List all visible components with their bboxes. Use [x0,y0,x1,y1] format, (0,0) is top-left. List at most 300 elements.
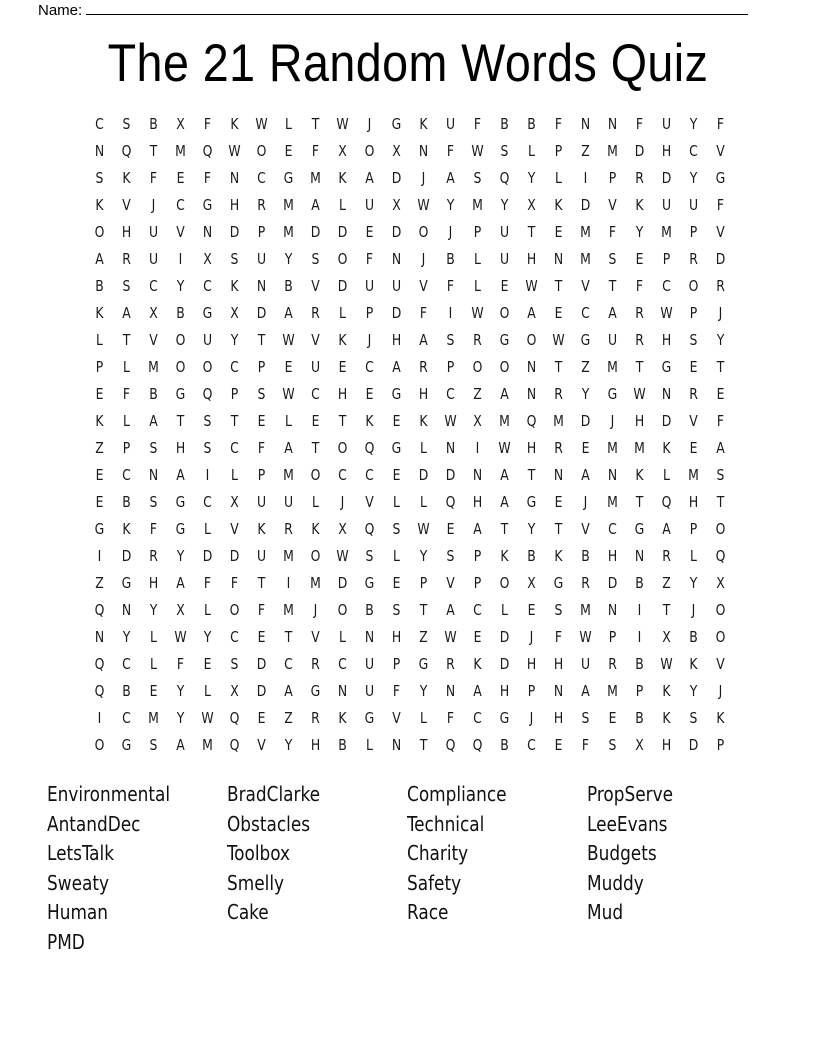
grid-cell[interactable]: F [311,142,320,160]
grid-cell[interactable]: K [122,520,131,538]
grid-cell[interactable]: G [661,358,672,376]
grid-cell[interactable]: B [527,115,536,133]
grid-cell[interactable]: D [337,277,348,295]
grid-cell[interactable]: G [202,196,213,214]
grid-cell[interactable]: K [554,547,563,565]
grid-cell[interactable]: Q [715,547,726,565]
grid-cell[interactable]: O [94,223,105,241]
grid-cell[interactable]: M [607,682,618,700]
grid-cell[interactable]: C [338,466,347,484]
grid-cell[interactable]: I [97,547,102,565]
grid-cell[interactable]: G [364,574,375,592]
grid-cell[interactable]: K [419,412,428,430]
grid-cell[interactable]: W [417,520,430,538]
word-list-item[interactable]: Charity [407,841,469,866]
grid-cell[interactable]: N [607,115,618,133]
word-list-item[interactable]: Muddy [587,870,644,895]
grid-cell[interactable]: P [365,304,374,322]
grid-cell[interactable]: G [607,385,618,403]
grid-cell[interactable]: F [554,628,563,646]
grid-cell[interactable]: R [635,169,644,187]
grid-cell[interactable]: N [553,682,564,700]
grid-cell[interactable]: U [256,493,267,511]
grid-cell[interactable]: O [175,358,186,376]
grid-cell[interactable]: S [95,169,104,187]
grid-cell[interactable]: U [148,223,159,241]
grid-cell[interactable]: M [607,142,618,160]
grid-cell[interactable]: E [581,439,590,457]
grid-cell[interactable]: J [340,493,345,511]
grid-cell[interactable]: L [285,412,292,430]
grid-cell[interactable]: T [554,358,563,376]
grid-cell[interactable]: S [689,709,698,727]
grid-cell[interactable]: Q [526,412,537,430]
grid-cell[interactable]: M [283,196,294,214]
grid-cell[interactable]: N [121,601,132,619]
grid-cell[interactable]: M [607,439,618,457]
grid-cell[interactable]: G [391,385,402,403]
grid-cell[interactable]: B [635,709,644,727]
grid-cell[interactable]: F [446,277,455,295]
grid-cell[interactable]: X [230,682,239,700]
grid-cell[interactable]: V [257,736,266,754]
grid-cell[interactable]: Y [716,331,725,349]
grid-cell[interactable]: A [473,682,482,700]
grid-cell[interactable]: O [229,601,240,619]
grid-cell[interactable]: J [529,628,534,646]
grid-cell[interactable]: A [500,493,509,511]
grid-cell[interactable]: E [608,709,617,727]
grid-cell[interactable]: J [448,223,453,241]
grid-cell[interactable]: D [256,304,267,322]
grid-cell[interactable]: S [689,331,698,349]
grid-cell[interactable]: N [526,358,537,376]
grid-cell[interactable]: P [122,439,131,457]
grid-cell[interactable]: I [637,628,642,646]
word-list-item[interactable]: Smelly [227,870,285,895]
grid-cell[interactable]: O [499,574,510,592]
grid-cell[interactable]: K [662,709,671,727]
grid-cell[interactable]: Y [419,682,428,700]
grid-cell[interactable]: G [364,709,375,727]
grid-cell[interactable]: C [122,466,131,484]
grid-cell[interactable]: R [419,358,428,376]
grid-cell[interactable]: T [419,736,428,754]
grid-cell[interactable]: D [499,628,510,646]
grid-cell[interactable]: H [553,655,564,673]
grid-cell[interactable]: H [526,439,537,457]
grid-cell[interactable]: E [554,493,563,511]
grid-cell[interactable]: L [123,358,130,376]
grid-cell[interactable]: H [337,385,348,403]
grid-cell[interactable]: F [581,736,590,754]
word-list-item[interactable]: Race [407,900,449,925]
grid-cell[interactable]: B [149,115,158,133]
grid-cell[interactable]: P [716,736,725,754]
word-list-item[interactable]: LetsTalk [47,841,115,866]
grid-cell[interactable]: P [473,574,482,592]
grid-cell[interactable]: R [608,655,617,673]
grid-cell[interactable]: Y [284,736,293,754]
grid-cell[interactable]: F [203,169,212,187]
grid-cell[interactable]: E [311,412,320,430]
grid-cell[interactable]: F [176,655,185,673]
grid-cell[interactable]: D [391,304,402,322]
grid-cell[interactable]: F [203,574,212,592]
grid-cell[interactable]: Y [635,223,644,241]
grid-cell[interactable]: D [310,223,321,241]
grid-cell[interactable]: S [149,439,158,457]
grid-cell[interactable]: Y [122,628,131,646]
grid-cell[interactable]: L [285,115,292,133]
grid-cell[interactable]: C [203,277,212,295]
grid-cell[interactable]: S [365,547,374,565]
grid-cell[interactable]: X [149,304,158,322]
grid-cell[interactable]: W [660,655,673,673]
grid-cell[interactable]: K [311,520,320,538]
grid-cell[interactable]: N [202,223,213,241]
grid-cell[interactable]: N [256,277,267,295]
grid-cell[interactable]: T [662,601,671,619]
grid-cell[interactable]: G [634,520,645,538]
grid-cell[interactable]: Y [176,547,185,565]
grid-cell[interactable]: D [229,547,240,565]
word-list-item[interactable]: BradClarke [227,782,321,806]
grid-cell[interactable]: F [365,250,374,268]
grid-cell[interactable]: Q [121,142,132,160]
grid-cell[interactable]: A [446,601,455,619]
grid-cell[interactable]: N [94,628,105,646]
word-list-item[interactable]: Budgets [587,841,657,866]
grid-cell[interactable]: N [580,115,591,133]
grid-cell[interactable]: M [607,493,618,511]
grid-cell[interactable]: D [391,169,402,187]
grid-cell[interactable]: F [716,412,725,430]
grid-cell[interactable]: M [580,250,591,268]
grid-cell[interactable]: U [310,358,321,376]
grid-cell[interactable]: D [715,250,726,268]
grid-cell[interactable]: X [338,142,347,160]
grid-cell[interactable]: V [716,655,725,673]
grid-cell[interactable]: W [336,115,349,133]
grid-cell[interactable]: B [500,736,509,754]
grid-cell[interactable]: R [257,196,266,214]
grid-cell[interactable]: W [255,115,268,133]
grid-cell[interactable]: V [392,709,401,727]
grid-cell[interactable]: C [311,385,320,403]
grid-cell[interactable]: B [284,277,293,295]
word-list-item[interactable]: Toolbox [227,841,291,866]
grid-cell[interactable]: H [499,682,510,700]
grid-cell[interactable]: E [365,385,374,403]
grid-cell[interactable]: Z [662,574,671,592]
grid-cell[interactable]: B [581,547,590,565]
grid-cell[interactable]: T [311,115,320,133]
grid-cell[interactable]: O [310,466,321,484]
word-list-item[interactable]: Compliance [407,782,507,806]
grid-cell[interactable]: U [283,493,294,511]
grid-cell[interactable]: L [420,709,427,727]
grid-cell[interactable]: A [608,304,617,322]
grid-cell[interactable]: H [661,142,672,160]
grid-cell[interactable]: V [608,196,617,214]
grid-cell[interactable]: E [554,736,563,754]
grid-cell[interactable]: D [229,223,240,241]
grid-cell[interactable]: J [691,601,696,619]
grid-cell[interactable]: Z [95,574,104,592]
grid-cell[interactable]: A [176,574,185,592]
grid-cell[interactable]: E [554,223,563,241]
grid-cell[interactable]: H [229,196,240,214]
grid-cell[interactable]: R [635,304,644,322]
grid-cell[interactable]: A [473,520,482,538]
grid-cell[interactable]: N [391,250,402,268]
grid-cell[interactable]: S [122,277,131,295]
grid-cell[interactable]: J [421,250,426,268]
grid-cell[interactable]: B [689,628,698,646]
grid-cell[interactable]: O [472,358,483,376]
grid-cell[interactable]: U [364,682,375,700]
grid-cell[interactable]: X [473,412,482,430]
grid-cell[interactable]: K [95,412,104,430]
grid-cell[interactable]: I [97,709,102,727]
grid-cell[interactable]: K [95,304,104,322]
grid-cell[interactable]: Q [202,385,213,403]
grid-cell[interactable]: B [149,385,158,403]
grid-cell[interactable]: X [527,196,536,214]
grid-cell[interactable]: E [716,385,725,403]
grid-cell[interactable]: F [149,520,158,538]
grid-cell[interactable]: T [230,412,239,430]
grid-cell[interactable]: U [661,115,672,133]
grid-cell[interactable]: G [121,736,132,754]
grid-cell[interactable]: T [716,358,725,376]
grid-cell[interactable]: C [122,709,131,727]
grid-cell[interactable]: V [311,277,320,295]
grid-cell[interactable]: L [474,277,481,295]
grid-cell[interactable]: E [149,682,158,700]
grid-cell[interactable]: O [526,331,537,349]
grid-cell[interactable]: V [419,277,428,295]
grid-cell[interactable]: T [257,574,266,592]
grid-cell[interactable]: F [716,196,725,214]
grid-cell[interactable]: J [610,412,615,430]
grid-cell[interactable]: M [283,466,294,484]
grid-cell[interactable]: K [473,655,482,673]
grid-cell[interactable]: W [282,385,295,403]
grid-cell[interactable]: N [607,601,618,619]
grid-cell[interactable]: F [392,682,401,700]
grid-cell[interactable]: T [149,142,158,160]
grid-cell[interactable]: T [311,439,320,457]
grid-cell[interactable]: R [554,439,563,457]
grid-cell[interactable]: T [527,223,536,241]
grid-cell[interactable]: G [499,709,510,727]
grid-cell[interactable]: A [365,169,374,187]
grid-cell[interactable]: L [420,493,427,511]
grid-cell[interactable]: Q [364,520,375,538]
grid-cell[interactable]: V [230,520,239,538]
grid-cell[interactable]: A [392,358,401,376]
grid-cell[interactable]: R [635,331,644,349]
grid-cell[interactable]: A [446,169,455,187]
grid-cell[interactable]: B [176,304,185,322]
grid-cell[interactable]: F [419,304,428,322]
grid-cell[interactable]: N [553,466,564,484]
grid-cell[interactable]: N [364,628,375,646]
grid-cell[interactable]: U [364,277,375,295]
grid-cell[interactable]: A [311,196,320,214]
grid-cell[interactable]: T [554,277,563,295]
grid-cell[interactable]: N [526,385,537,403]
grid-cell[interactable]: T [284,628,293,646]
grid-cell[interactable]: F [257,439,266,457]
grid-cell[interactable]: U [202,331,213,349]
grid-cell[interactable]: B [527,547,536,565]
grid-cell[interactable]: R [311,655,320,673]
grid-cell[interactable]: C [473,601,482,619]
grid-cell[interactable]: X [635,736,644,754]
grid-cell[interactable]: H [634,412,645,430]
grid-cell[interactable]: U [607,331,618,349]
grid-cell[interactable]: L [150,655,157,673]
grid-cell[interactable]: M [688,466,699,484]
grid-cell[interactable]: H [148,574,159,592]
grid-cell[interactable]: Z [284,709,293,727]
grid-cell[interactable]: S [446,547,455,565]
grid-cell[interactable]: P [527,682,536,700]
grid-cell[interactable]: G [715,169,726,187]
grid-cell[interactable]: V [311,331,320,349]
grid-cell[interactable]: O [688,277,699,295]
grid-cell[interactable]: G [175,385,186,403]
grid-cell[interactable]: G [175,493,186,511]
grid-cell[interactable]: T [527,466,536,484]
grid-cell[interactable]: O [364,142,375,160]
grid-cell[interactable]: H [607,547,618,565]
grid-cell[interactable]: U [499,250,510,268]
grid-cell[interactable]: O [175,331,186,349]
grid-cell[interactable]: J [718,682,723,700]
grid-cell[interactable]: G [499,331,510,349]
grid-cell[interactable]: N [634,547,645,565]
grid-cell[interactable]: H [526,250,537,268]
grid-cell[interactable]: L [204,601,211,619]
grid-cell[interactable]: P [392,655,401,673]
grid-cell[interactable]: U [391,277,402,295]
grid-cell[interactable]: F [149,169,158,187]
grid-cell[interactable]: G [391,439,402,457]
grid-cell[interactable]: M [283,223,294,241]
grid-cell[interactable]: C [581,304,590,322]
grid-cell[interactable]: K [635,196,644,214]
grid-cell[interactable]: E [365,223,374,241]
grid-cell[interactable]: O [337,601,348,619]
grid-cell[interactable]: Y [527,520,536,538]
grid-cell[interactable]: Y [446,196,455,214]
grid-cell[interactable]: D [580,412,591,430]
grid-cell[interactable]: X [392,142,401,160]
grid-cell[interactable]: O [256,142,267,160]
grid-cell[interactable]: S [392,520,401,538]
grid-cell[interactable]: H [661,736,672,754]
grid-cell[interactable]: R [716,277,725,295]
grid-cell[interactable]: Y [581,385,590,403]
grid-cell[interactable]: R [149,547,158,565]
grid-cell[interactable]: N [148,466,159,484]
grid-cell[interactable]: P [419,574,428,592]
grid-cell[interactable]: G [94,520,105,538]
grid-cell[interactable]: C [257,169,266,187]
grid-cell[interactable]: Y [149,601,158,619]
grid-cell[interactable]: Y [230,331,239,349]
name-input-blank[interactable] [86,0,748,15]
grid-cell[interactable]: T [419,601,428,619]
grid-cell[interactable]: E [392,466,401,484]
grid-cell[interactable]: H [472,493,483,511]
grid-cell[interactable]: A [581,466,590,484]
grid-cell[interactable]: F [554,115,563,133]
grid-cell[interactable]: G [121,574,132,592]
grid-cell[interactable]: R [662,547,671,565]
grid-cell[interactable]: A [716,439,725,457]
grid-cell[interactable]: G [391,115,402,133]
grid-cell[interactable]: S [608,250,617,268]
grid-cell[interactable]: E [500,277,509,295]
grid-cell[interactable]: S [554,601,563,619]
grid-cell[interactable]: M [472,196,483,214]
grid-cell[interactable]: A [176,466,185,484]
grid-cell[interactable]: W [282,331,295,349]
grid-cell[interactable]: G [310,682,321,700]
grid-cell[interactable]: D [688,736,699,754]
grid-cell[interactable]: R [473,331,482,349]
grid-cell[interactable]: U [499,223,510,241]
grid-cell[interactable]: R [122,250,131,268]
grid-cell[interactable]: S [500,142,509,160]
grid-cell[interactable]: P [635,682,644,700]
grid-cell[interactable]: L [474,250,481,268]
grid-cell[interactable]: U [661,196,672,214]
grid-cell[interactable]: N [94,142,105,160]
grid-cell[interactable]: W [525,277,538,295]
grid-cell[interactable]: M [499,412,510,430]
grid-cell[interactable]: K [635,466,644,484]
grid-cell[interactable]: J [421,169,426,187]
grid-cell[interactable]: Z [581,142,590,160]
grid-cell[interactable]: Y [527,169,536,187]
word-list-item[interactable]: Obstacles [227,811,311,836]
grid-cell[interactable]: B [635,574,644,592]
grid-cell[interactable]: S [203,412,212,430]
grid-cell[interactable]: Q [202,142,213,160]
grid-cell[interactable]: E [257,412,266,430]
grid-cell[interactable]: M [283,601,294,619]
grid-cell[interactable]: C [230,358,239,376]
grid-cell[interactable]: A [149,412,158,430]
grid-cell[interactable]: P [95,358,104,376]
word-search-grid[interactable] [86,111,734,759]
grid-cell[interactable]: R [311,304,320,322]
grid-cell[interactable]: V [365,493,374,511]
grid-cell[interactable]: Y [689,682,698,700]
grid-cell[interactable]: M [148,709,159,727]
grid-cell[interactable]: U [364,196,375,214]
grid-cell[interactable]: N [391,736,402,754]
grid-cell[interactable]: B [122,682,131,700]
grid-cell[interactable]: B [95,277,104,295]
grid-cell[interactable]: P [608,169,617,187]
